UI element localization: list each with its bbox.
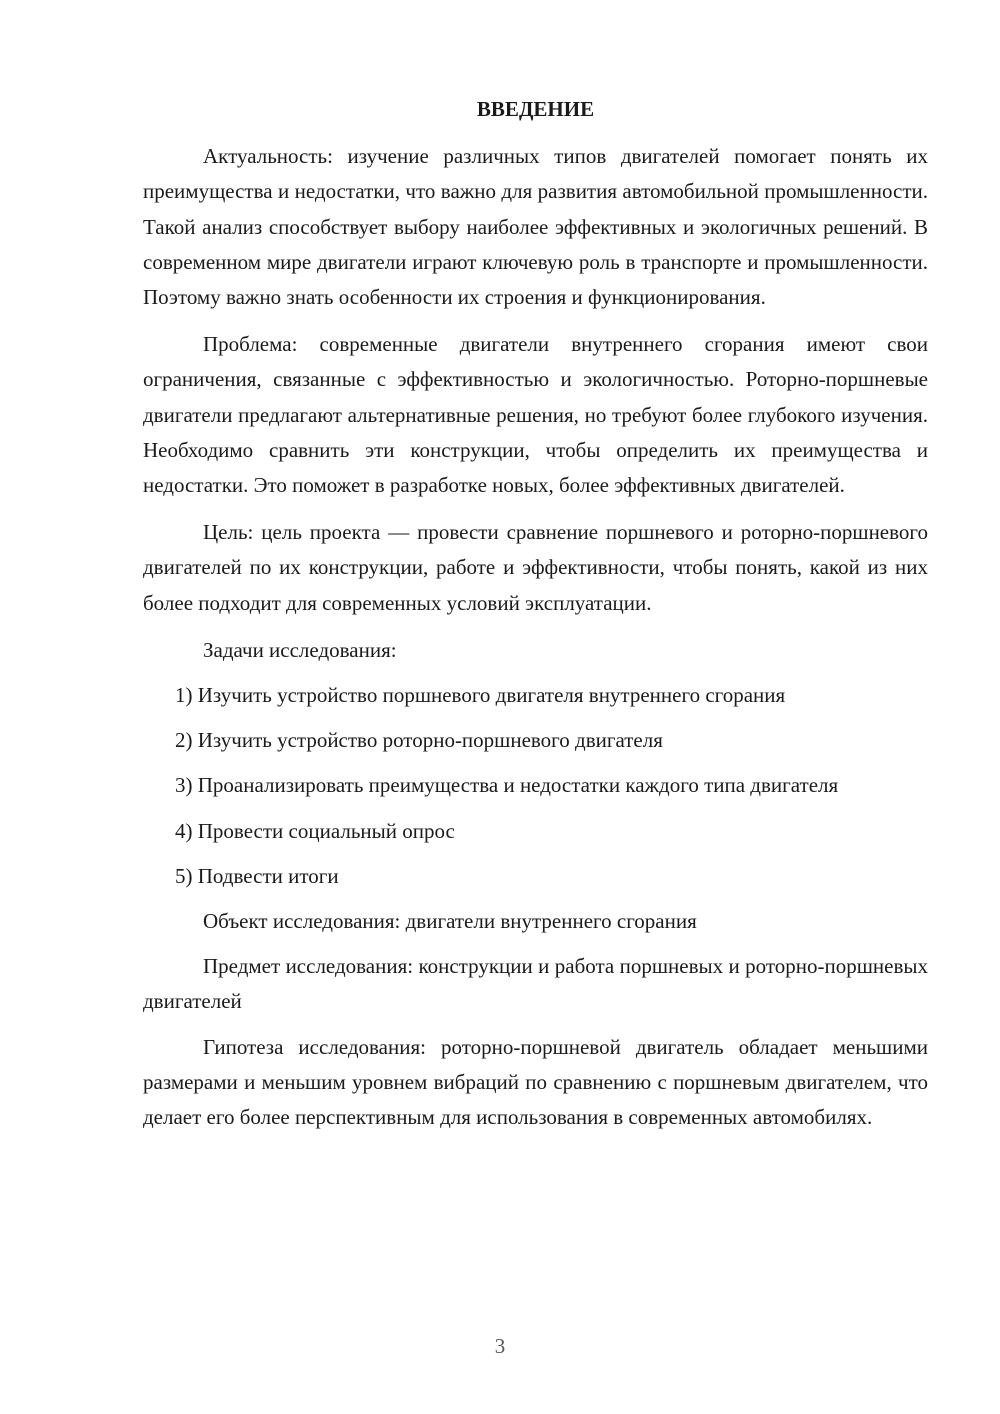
task-item-4: 4) Провести социальный опрос — [175, 818, 455, 843]
task-item-5: 5) Подвести итоги — [175, 863, 339, 888]
document-page — [143, 92, 928, 1135]
tasks-heading: Задачи исследования: — [203, 637, 397, 662]
paragraph-problem: Проблема: современные двигатели внутреннего сгорания имеют свои ограничения, связанные с эффективностью и экологичностью. Роторно-поршневые двигатели предлагают альтернативные решения, но требуют более глубокого изучения. Необходимо сравнить эти конструкции, чтобы определить их преимущества и недостатки. Это поможет в разработке новых, более эффективных двигателей. — [143, 332, 928, 498]
page-number: 3 — [494, 1334, 506, 1358]
paragraph-goal: Цель: цель проекта — провести сравнение поршневого и роторно-поршневого двигателей по их конструкции, работе и эффективности, чтобы понять, какой из них более подходит для современных условий эксплуатации. — [143, 520, 928, 615]
task-item-3: 3) Проанализировать преимущества и недостатки каждого типа двигателя — [175, 773, 839, 798]
paragraph-subject: Предмет исследования: конструкции и работа поршневых и роторно-поршневых двигателей — [143, 954, 928, 1014]
paragraph-relevance: Актуальность: изучение различных типов двигателей помогает понять их преимущества и недостатки, что важно для развития автомобильной промышленности. Такой анализ способствует выбору наиболее эффективных и экологичных решений. В современном мире двигатели играют ключевую роль в транспорте и промышленности. Поэтому важно знать особенности их строения и функционирования. — [143, 144, 928, 310]
task-item-1: 1) Изучить устройство поршневого двигателя внутреннего сгорания — [175, 683, 786, 708]
paragraph-hypothesis: Гипотеза исследования: роторно-поршневой двигатель обладает меньшими размерами и меньшим уровнем вибраций по сравнению с поршневым двигателем, что делает его более перспективным для использования в современных автомобилях. — [143, 1034, 928, 1130]
section-heading: ВВЕДЕНИЕ — [476, 97, 595, 121]
task-item-2: 2) Изучить устройство роторно-поршневого двигателя — [175, 728, 663, 753]
paragraph-object: Объект исследования: двигатели внутреннего сгорания — [203, 909, 697, 934]
